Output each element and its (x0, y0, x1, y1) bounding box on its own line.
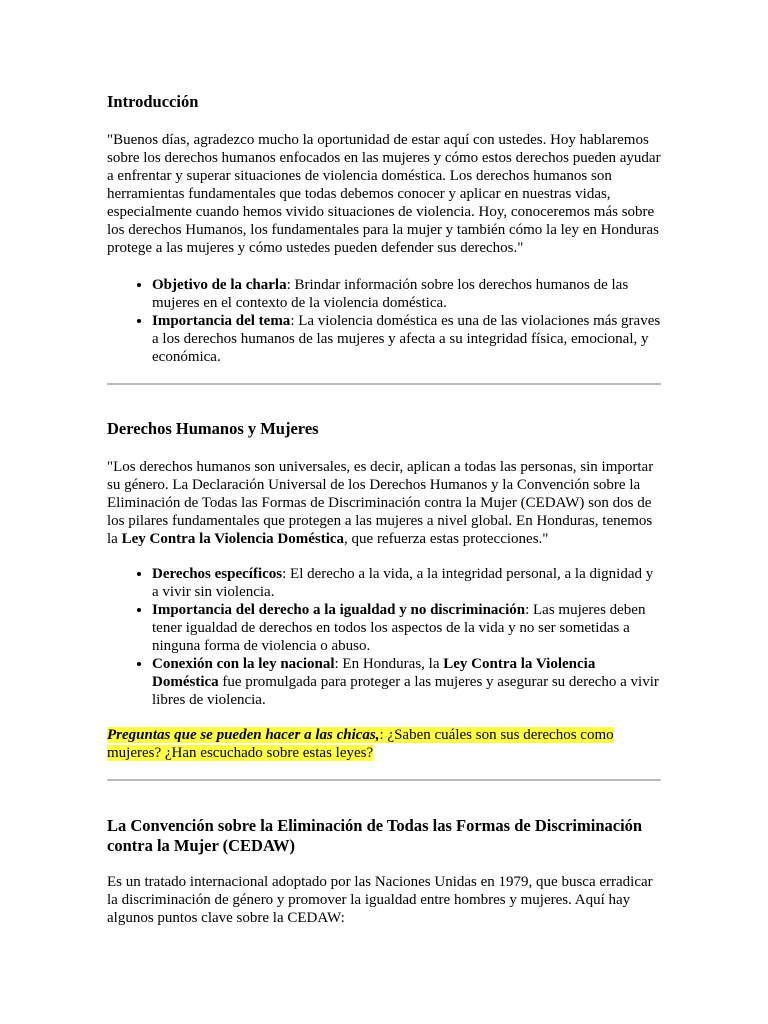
questions-label: Preguntas que se pueden hacer a las chicas, (107, 727, 380, 743)
questions-paragraph (107, 726, 661, 762)
rights-paragraph-law: Ley Contra la Violencia Doméstica (121, 531, 345, 547)
rights-paragraph (107, 458, 661, 548)
section-divider (107, 779, 661, 781)
list-item (152, 312, 661, 366)
list-item (152, 655, 661, 709)
section-divider (107, 383, 661, 385)
rights-bullet-list (107, 565, 661, 709)
bullet-term: Derechos específicos (152, 566, 283, 582)
bullet-term: Objetivo de la charla (152, 277, 287, 293)
bullet-text: : Brindar información sobre los derechos humanos de las mujeres en el contexto de la violencia doméstica. (152, 277, 629, 311)
bullet-text: fue promulgada para proteger a las mujeres y asegurar su derecho a vivir libres de violencia. (152, 674, 659, 708)
section-title-derechos-humanos: Derechos Humanos y Mujeres (107, 419, 319, 438)
rights-paragraph-end: , que refuerza estas protecciones." (344, 531, 549, 547)
list-item (152, 276, 661, 312)
bullet-term: Importancia del derecho a la igualdad y no discriminación (152, 602, 526, 618)
bullet-text: : El derecho a la vida, a la integridad personal, a la dignidad y a vivir sin violencia. (152, 566, 654, 600)
intro-paragraph: "Buenos días, agradezco mucho la oportunidad de estar aquí con ustedes. Hoy hablaremos sobre los derechos humanos enfocados en las mujeres y cómo estos derechos pueden ayudar a enfrentar y superar situaciones de violencia doméstica. Los derechos humanos son herramientas fundamentales que todas debemos conocer y aplicar en nuestras vidas, especialmente cuando hemos vivido situaciones de violencia. Hoy, conoceremos más sobre los derechos Humanos, los fundamentales para la mujer y también cómo la ley en Honduras protege a las mujeres y cómo ustedes pueden defender sus derechos." (107, 132, 661, 256)
list-item (152, 565, 661, 601)
rights-paragraph-start: "Los derechos humanos son universales, es decir, aplican a todas las personas, sin importar su género. La Declaración Universal de los Derechos Humanos y la Convención sobre la Eliminación de Todas las Formas de Discriminación contra la Mujer (CEDAW) son dos de los pilares fundamentales que protegen a las mujeres a nivel global. En Honduras, tenemos la (107, 459, 654, 547)
cedaw-paragraph: Es un tratado internacional adoptado por las Naciones Unidas en 1979, que busca erradicar la discriminación de género y promover la igualdad entre hombres y mujeres. Aquí hay algunos puntos clave sobre la CEDAW: (107, 874, 653, 926)
list-item (152, 601, 661, 655)
bullet-text: : La violencia doméstica es una de las violaciones más graves a los derechos humanos de las mujeres y afecta a su integridad física, emocional, y económica. (152, 313, 661, 365)
bullet-term: Conexión con la ley nacional (152, 656, 335, 672)
bullet-law-name: Ley Contra la Violencia Doméstica (152, 656, 596, 690)
questions-highlight (107, 727, 614, 761)
intro-bullet-list (107, 276, 661, 366)
questions-text: : ¿Saben cuáles son sus derechos como mujeres? ¿Han escuchado sobre estas leyes? (107, 727, 614, 761)
section-title-introduccion: Introducción (107, 92, 199, 111)
bullet-text: : En Honduras, la (334, 656, 444, 672)
bullet-term: Importancia del tema (152, 313, 291, 329)
bullet-text: : Las mujeres deben tener igualdad de derechos en todos los aspectos de la vida y no ser sometidas a ninguna forma de violencia o abuso. (152, 602, 646, 654)
section-title-cedaw: La Convención sobre la Eliminación de Todas las Formas de Discriminación contra la Mujer (CEDAW) (107, 816, 643, 855)
